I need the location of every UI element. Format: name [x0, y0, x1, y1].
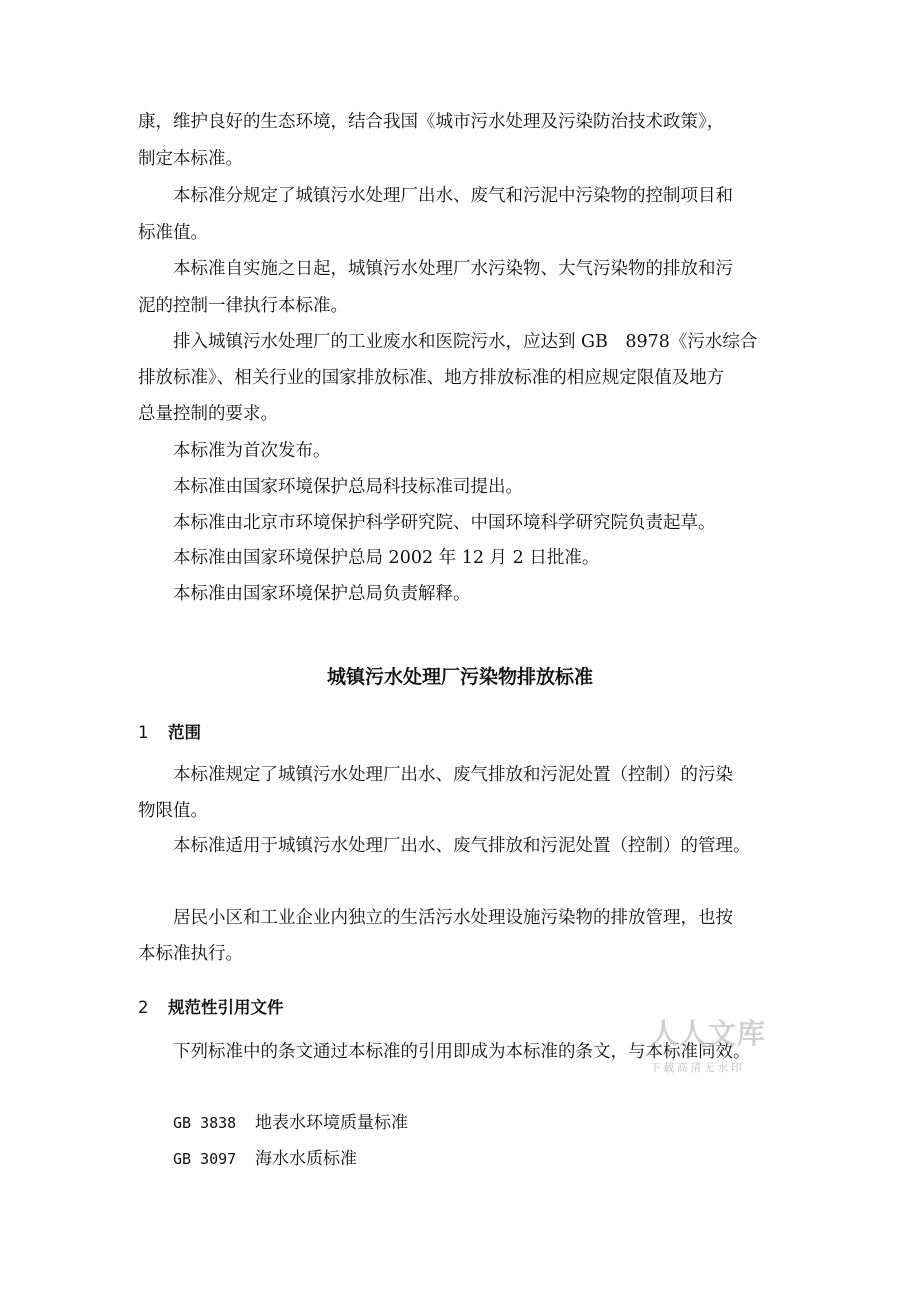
watermark-title: 人人文库: [650, 1017, 767, 1050]
section-title: 范围: [168, 723, 201, 742]
watermark: [646, 1012, 776, 1082]
reference-title: 海水水质标准: [255, 1149, 357, 1169]
section-line: 本标准规定了城镇污水处理厂出水、废气排放和污泥处置（控制）的污染: [173, 765, 733, 785]
reference-item: [173, 1111, 408, 1135]
intro-line: 泥的控制一律执行本标准。: [138, 296, 348, 316]
reference-code: GB 3097: [173, 1150, 237, 1168]
document-title: 城镇污水处理厂污染物排放标准: [326, 666, 593, 688]
intro-line: 本标准分规定了城镇污水处理厂出水、废气和污泥中污染物的控制项目和: [173, 186, 733, 206]
section-number: 2: [138, 998, 149, 1017]
intro-line: 康，维护良好的生态环境，结合我国《城市污水处理及污染防治技术政策》，: [138, 112, 725, 132]
section-line: 本标准适用于城镇污水处理厂出水、废气排放和污泥处置（控制）的管理。: [173, 836, 751, 856]
section-line: 下列标准中的条文通过本标准的引用即成为本标准的条文，与本标准同效。: [173, 1042, 751, 1062]
intro-line: 本标准为首次发布。: [173, 441, 331, 461]
watermark-subtitle: 下载高清无水印: [650, 1062, 745, 1074]
section-line: 本标准执行。: [138, 944, 243, 964]
intro-line: 总量控制的要求。: [138, 404, 278, 424]
intro-line: 本标准由国家环境保护总局 2002 年 12 月 2 日批准。: [173, 548, 600, 568]
intro-line: 排放标准》、相关行业的国家排放标准、地方排放标准的相应规定限值及地方: [138, 368, 725, 388]
intro-line: 本标准由国家环境保护总局科技标准司提出。: [173, 477, 523, 497]
intro-line: 本标准由北京市环境保护科学研究院、中国环境科学研究院负责起草。: [173, 513, 716, 533]
reference-title: 地表水环境质量标准: [255, 1113, 408, 1133]
section-number: 1: [138, 723, 149, 742]
section-heading-normative-references: [138, 996, 284, 1020]
intro-line: 本标准自实施之日起，城镇污水处理厂水污染物、大气污染物的排放和污: [173, 259, 733, 279]
section-line: 居民小区和工业企业内独立的生活污水处理设施污染物的排放管理，也按: [173, 908, 733, 928]
reference-item: [173, 1147, 357, 1171]
intro-line: 标准值。: [138, 223, 208, 243]
section-title: 规范性引用文件: [168, 998, 284, 1017]
intro-line: 排入城镇污水处理厂的工业废水和医院污水，应达到 GB 8978《污水综合: [173, 332, 758, 352]
intro-line: 本标准由国家环境保护总局负责解释。: [173, 584, 471, 604]
section-heading-scope: [138, 721, 201, 745]
section-line: 物限值。: [138, 801, 208, 821]
reference-code: GB 3838: [173, 1114, 237, 1132]
intro-line: 制定本标准。: [138, 149, 243, 169]
